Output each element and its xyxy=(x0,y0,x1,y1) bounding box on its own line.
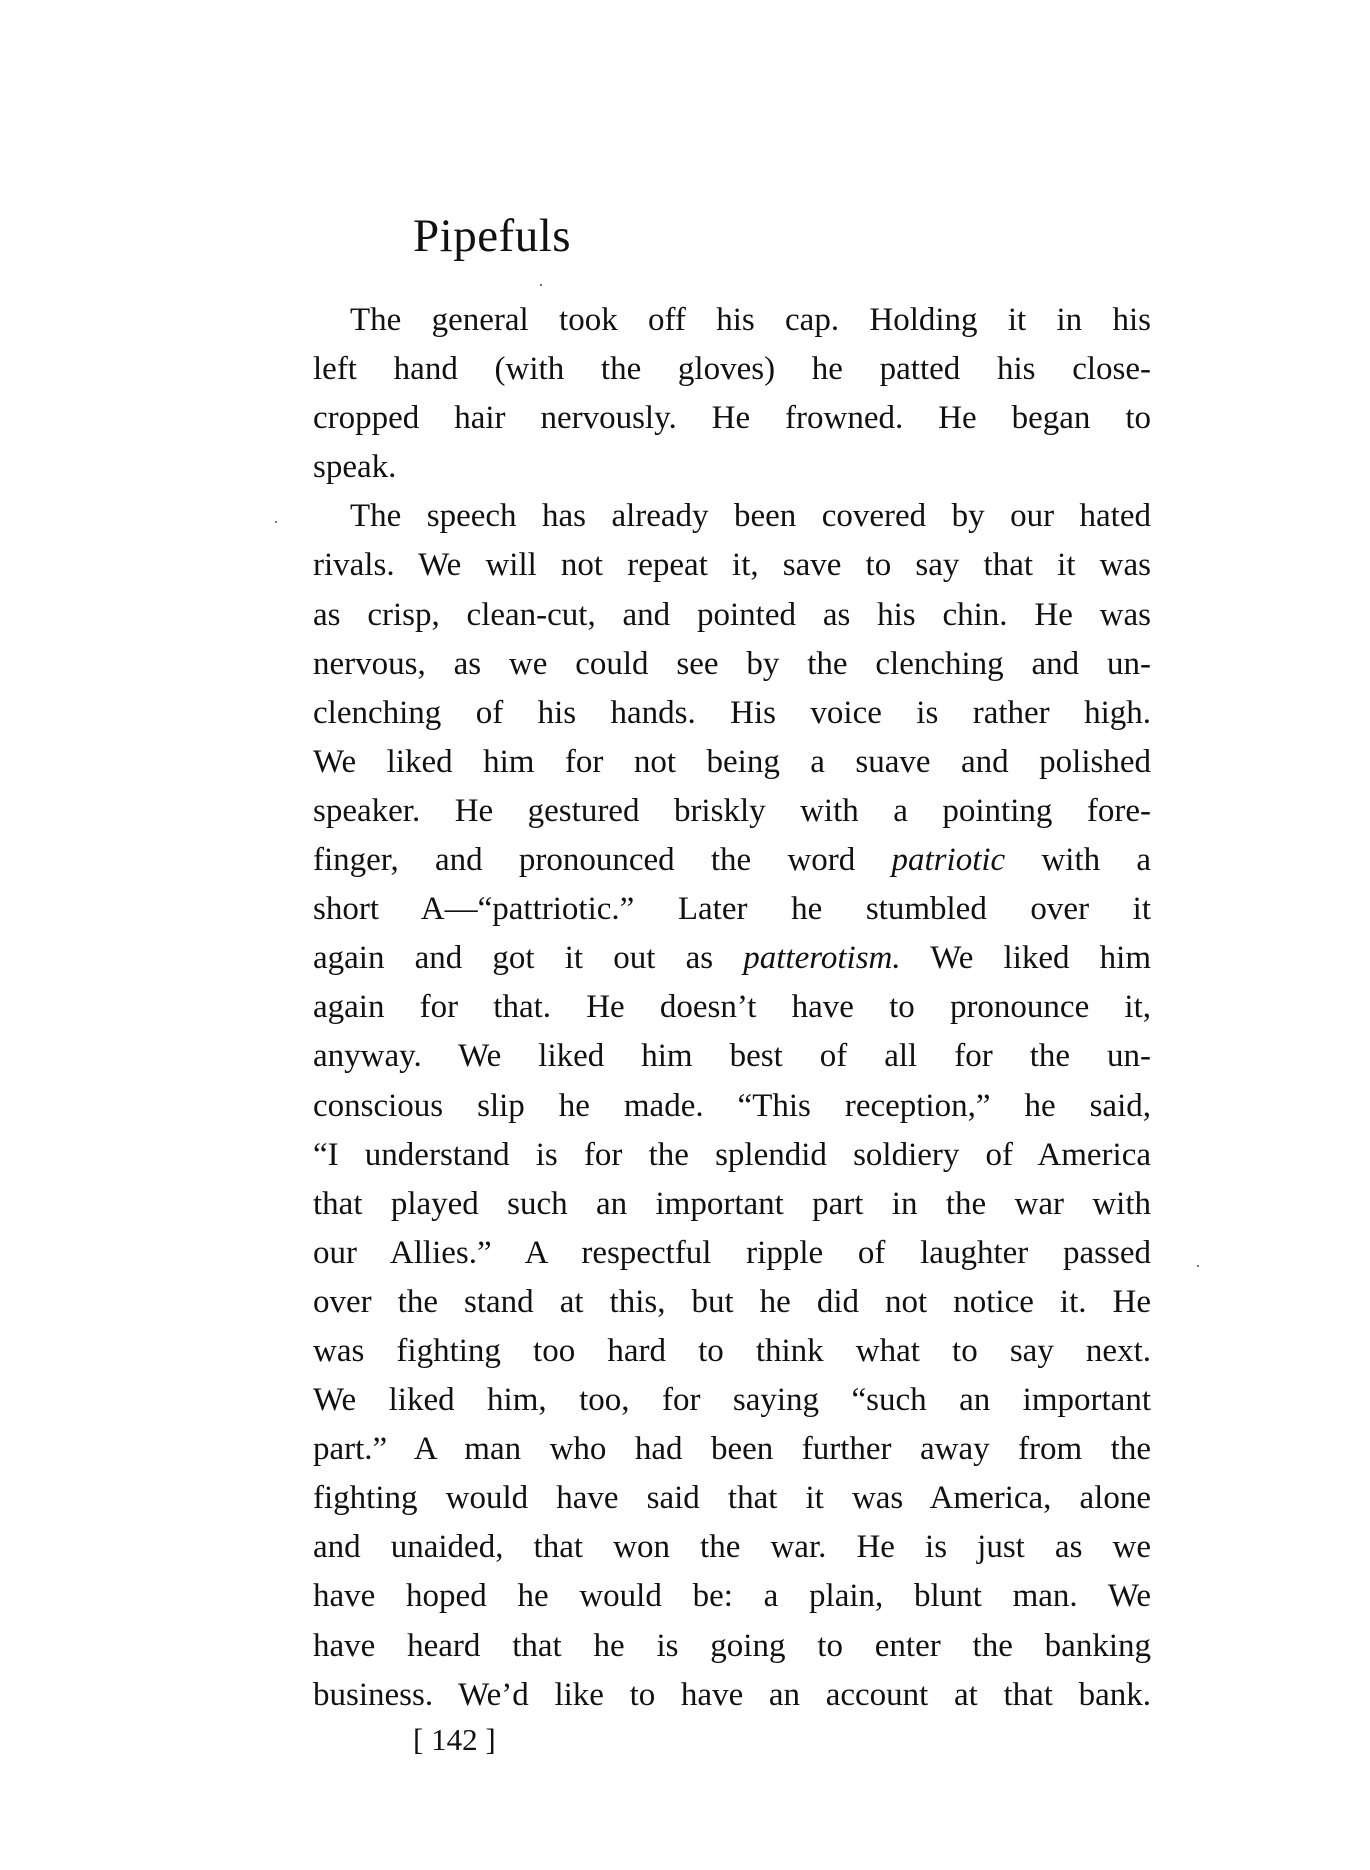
text-line: left hand (with the gloves) he patted his close- xyxy=(313,351,1151,388)
print-speck xyxy=(275,521,277,523)
text-line: part.” A man who had been further away from the xyxy=(313,1431,1151,1468)
text-line: over the stand at this, but he did not notice it. He xyxy=(313,1283,1151,1320)
text-line: conscious slip he made. “This reception,” he said, xyxy=(313,1087,1151,1124)
text-segment: again and got it out as xyxy=(313,940,714,977)
running-head-title: Pipefuls xyxy=(413,210,572,262)
print-speck xyxy=(540,284,542,286)
text-line: short A—“pattriotic.” Later he stumbled over it xyxy=(313,891,1151,928)
text-line: clenching of his hands. His voice is rather high. xyxy=(313,694,1151,731)
text-line: rivals. We will not repeat it, save to say that it was xyxy=(313,547,1151,584)
text-line-mixed xyxy=(313,836,1151,885)
italic-word: patriotic xyxy=(891,842,1006,879)
text-line: We liked him, too, for saying “such an important xyxy=(313,1382,1151,1419)
text-line-mixed xyxy=(313,934,1151,983)
text-line: cropped hair nervously. He frowned. He began to xyxy=(313,400,1151,437)
page-number: [ 142 ] xyxy=(413,1722,496,1757)
text-line: have heard that he is going to enter the banking xyxy=(313,1627,1151,1664)
text-line: have hoped he would be: a plain, blunt man. We xyxy=(313,1578,1151,1615)
text-segment: with a xyxy=(1041,842,1151,879)
text-line: again for that. He doesn’t have to pronounce it, xyxy=(313,989,1151,1026)
text-line: fighting would have said that it was America, alone xyxy=(313,1480,1151,1517)
text-line: We liked him for not being a suave and polished xyxy=(313,743,1151,780)
text-line: speak. xyxy=(313,449,397,486)
body-text xyxy=(313,296,1151,1720)
text-line: speaker. He gestured briskly with a pointing fore- xyxy=(313,792,1151,829)
text-line: our Allies.” A respectful ripple of laughter passed xyxy=(313,1234,1151,1271)
text-line: The speech has already been covered by our hated xyxy=(350,498,1151,535)
text-line: business. We’d like to have an account at that bank. xyxy=(313,1676,1151,1713)
text-line: nervous, as we could see by the clenching and un- xyxy=(313,645,1151,682)
text-line: that played such an important part in the war with xyxy=(313,1185,1151,1222)
text-line: “I understand is for the splendid soldiery of America xyxy=(313,1136,1151,1173)
print-speck xyxy=(1197,1265,1199,1267)
text-line: as crisp, clean-cut, and pointed as his chin. He was xyxy=(313,596,1151,633)
text-line: anyway. We liked him best of all for the un- xyxy=(313,1038,1151,1075)
text-line: was fighting too hard to think what to say next. xyxy=(313,1332,1151,1369)
text-segment: finger, and pronounced the word xyxy=(313,842,856,879)
text-line: and unaided, that won the war. He is just as we xyxy=(313,1529,1151,1566)
text-segment: We liked him xyxy=(930,940,1152,977)
italic-word: patterotism. xyxy=(743,940,901,977)
text-line: The general took off his cap. Holding it in his xyxy=(350,302,1151,338)
